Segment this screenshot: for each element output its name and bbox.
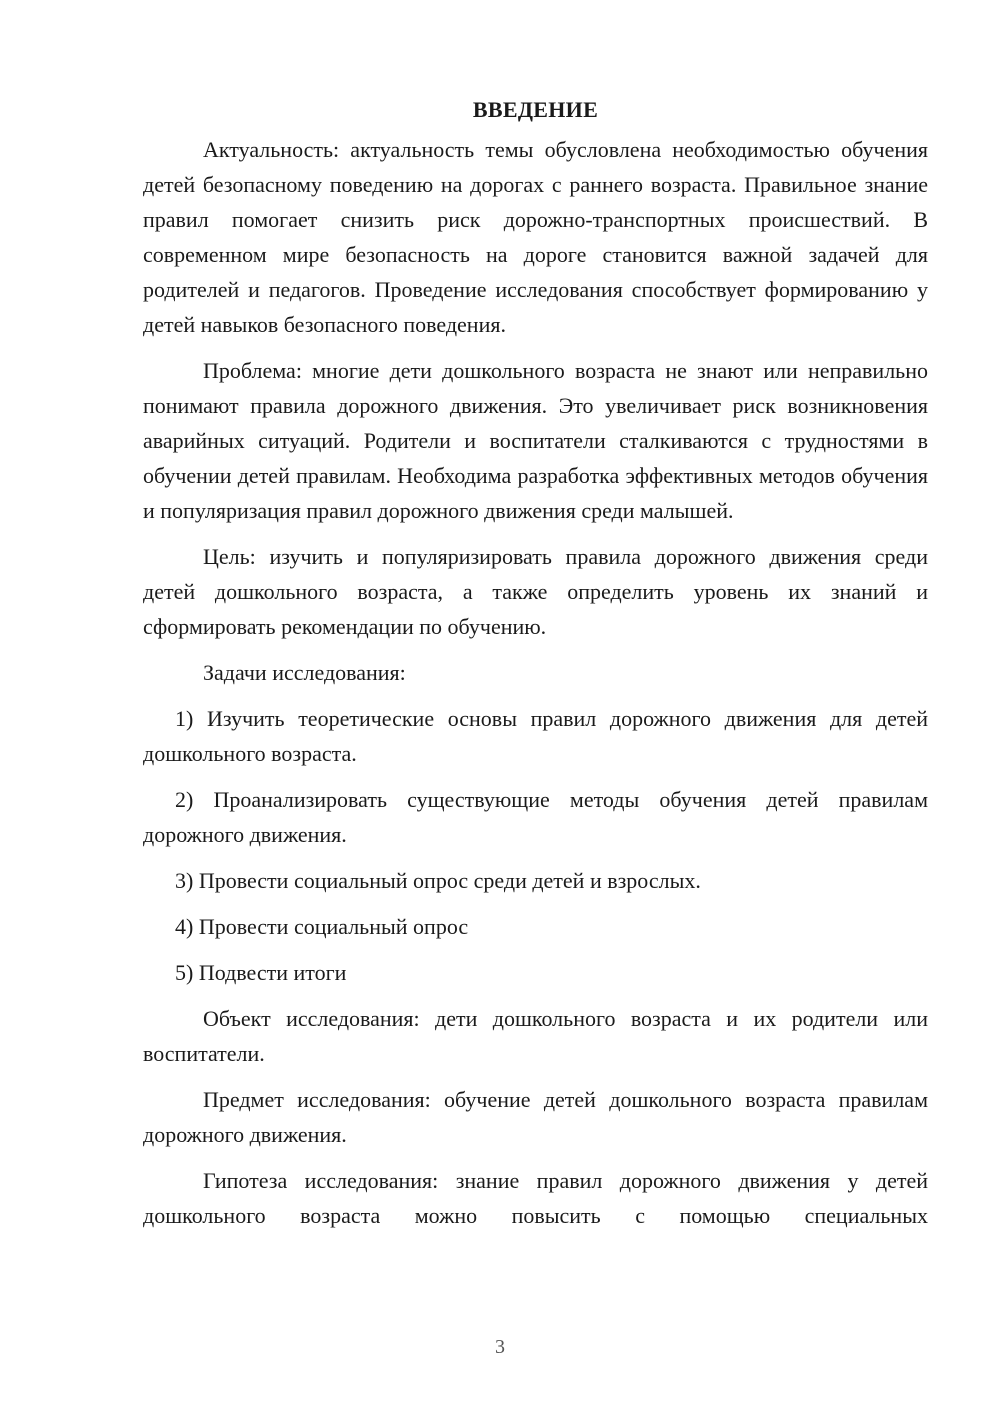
- list-item: 1) Изучить теоретические основы правил дорожного движения для детей дошкольного возраста.: [143, 706, 928, 766]
- hypothesis-paragraph: Гипотеза исследования: знание правил дорожного движения у детей дошкольного возраста можно повысить с помощью специальных: [143, 1168, 928, 1228]
- page-title: ВВЕДЕНИЕ: [472, 97, 599, 122]
- list-item: 3) Провести социальный опрос среди детей и взрослых.: [175, 868, 701, 893]
- page-number: 3: [495, 1336, 505, 1358]
- document-page: [143, 92, 928, 1233]
- subject-paragraph: Предмет исследования: обучение детей дошкольного возраста правилам дорожного движения.: [143, 1087, 928, 1147]
- list-item: 5) Подвести итоги: [175, 960, 347, 985]
- list-item: 4) Провести социальный опрос: [175, 914, 469, 939]
- relevance-paragraph: Актуальность: актуальность темы обусловлена необходимостью обучения детей безопасному поведению на дорогах с раннего возраста. Правильное знание правил помогает снизить риск дорожно-транспортных происшествий. В современном мире безопасность на дороге становится важной задачей для родителей и педагогов. Проведение исследования способствует формированию у детей навыков безопасного поведения.: [143, 137, 928, 337]
- goal-paragraph: Цель: изучить и популяризировать правила дорожного движения среди детей дошкольного возраста, а также определить уровень их знаний и сформировать рекомендации по обучению.: [143, 544, 928, 639]
- list-item: 2) Проанализировать существующие методы обучения детей правилам дорожного движения.: [143, 787, 928, 847]
- object-paragraph: Объект исследования: дети дошкольного возраста и их родители или воспитатели.: [143, 1006, 928, 1066]
- problem-paragraph: Проблема: многие дети дошкольного возраста не знают или неправильно понимают правила дорожного движения. Это увеличивает риск возникновения аварийных ситуаций. Родители и воспитатели сталкиваются с трудностями в обучении детей правилам. Необходима разработка эффективных методов обучения и популяризация правил дорожного движения среди малышей.: [143, 358, 928, 523]
- tasks-heading: Задачи исследования:: [203, 660, 406, 685]
- tasks-list: [143, 701, 928, 990]
